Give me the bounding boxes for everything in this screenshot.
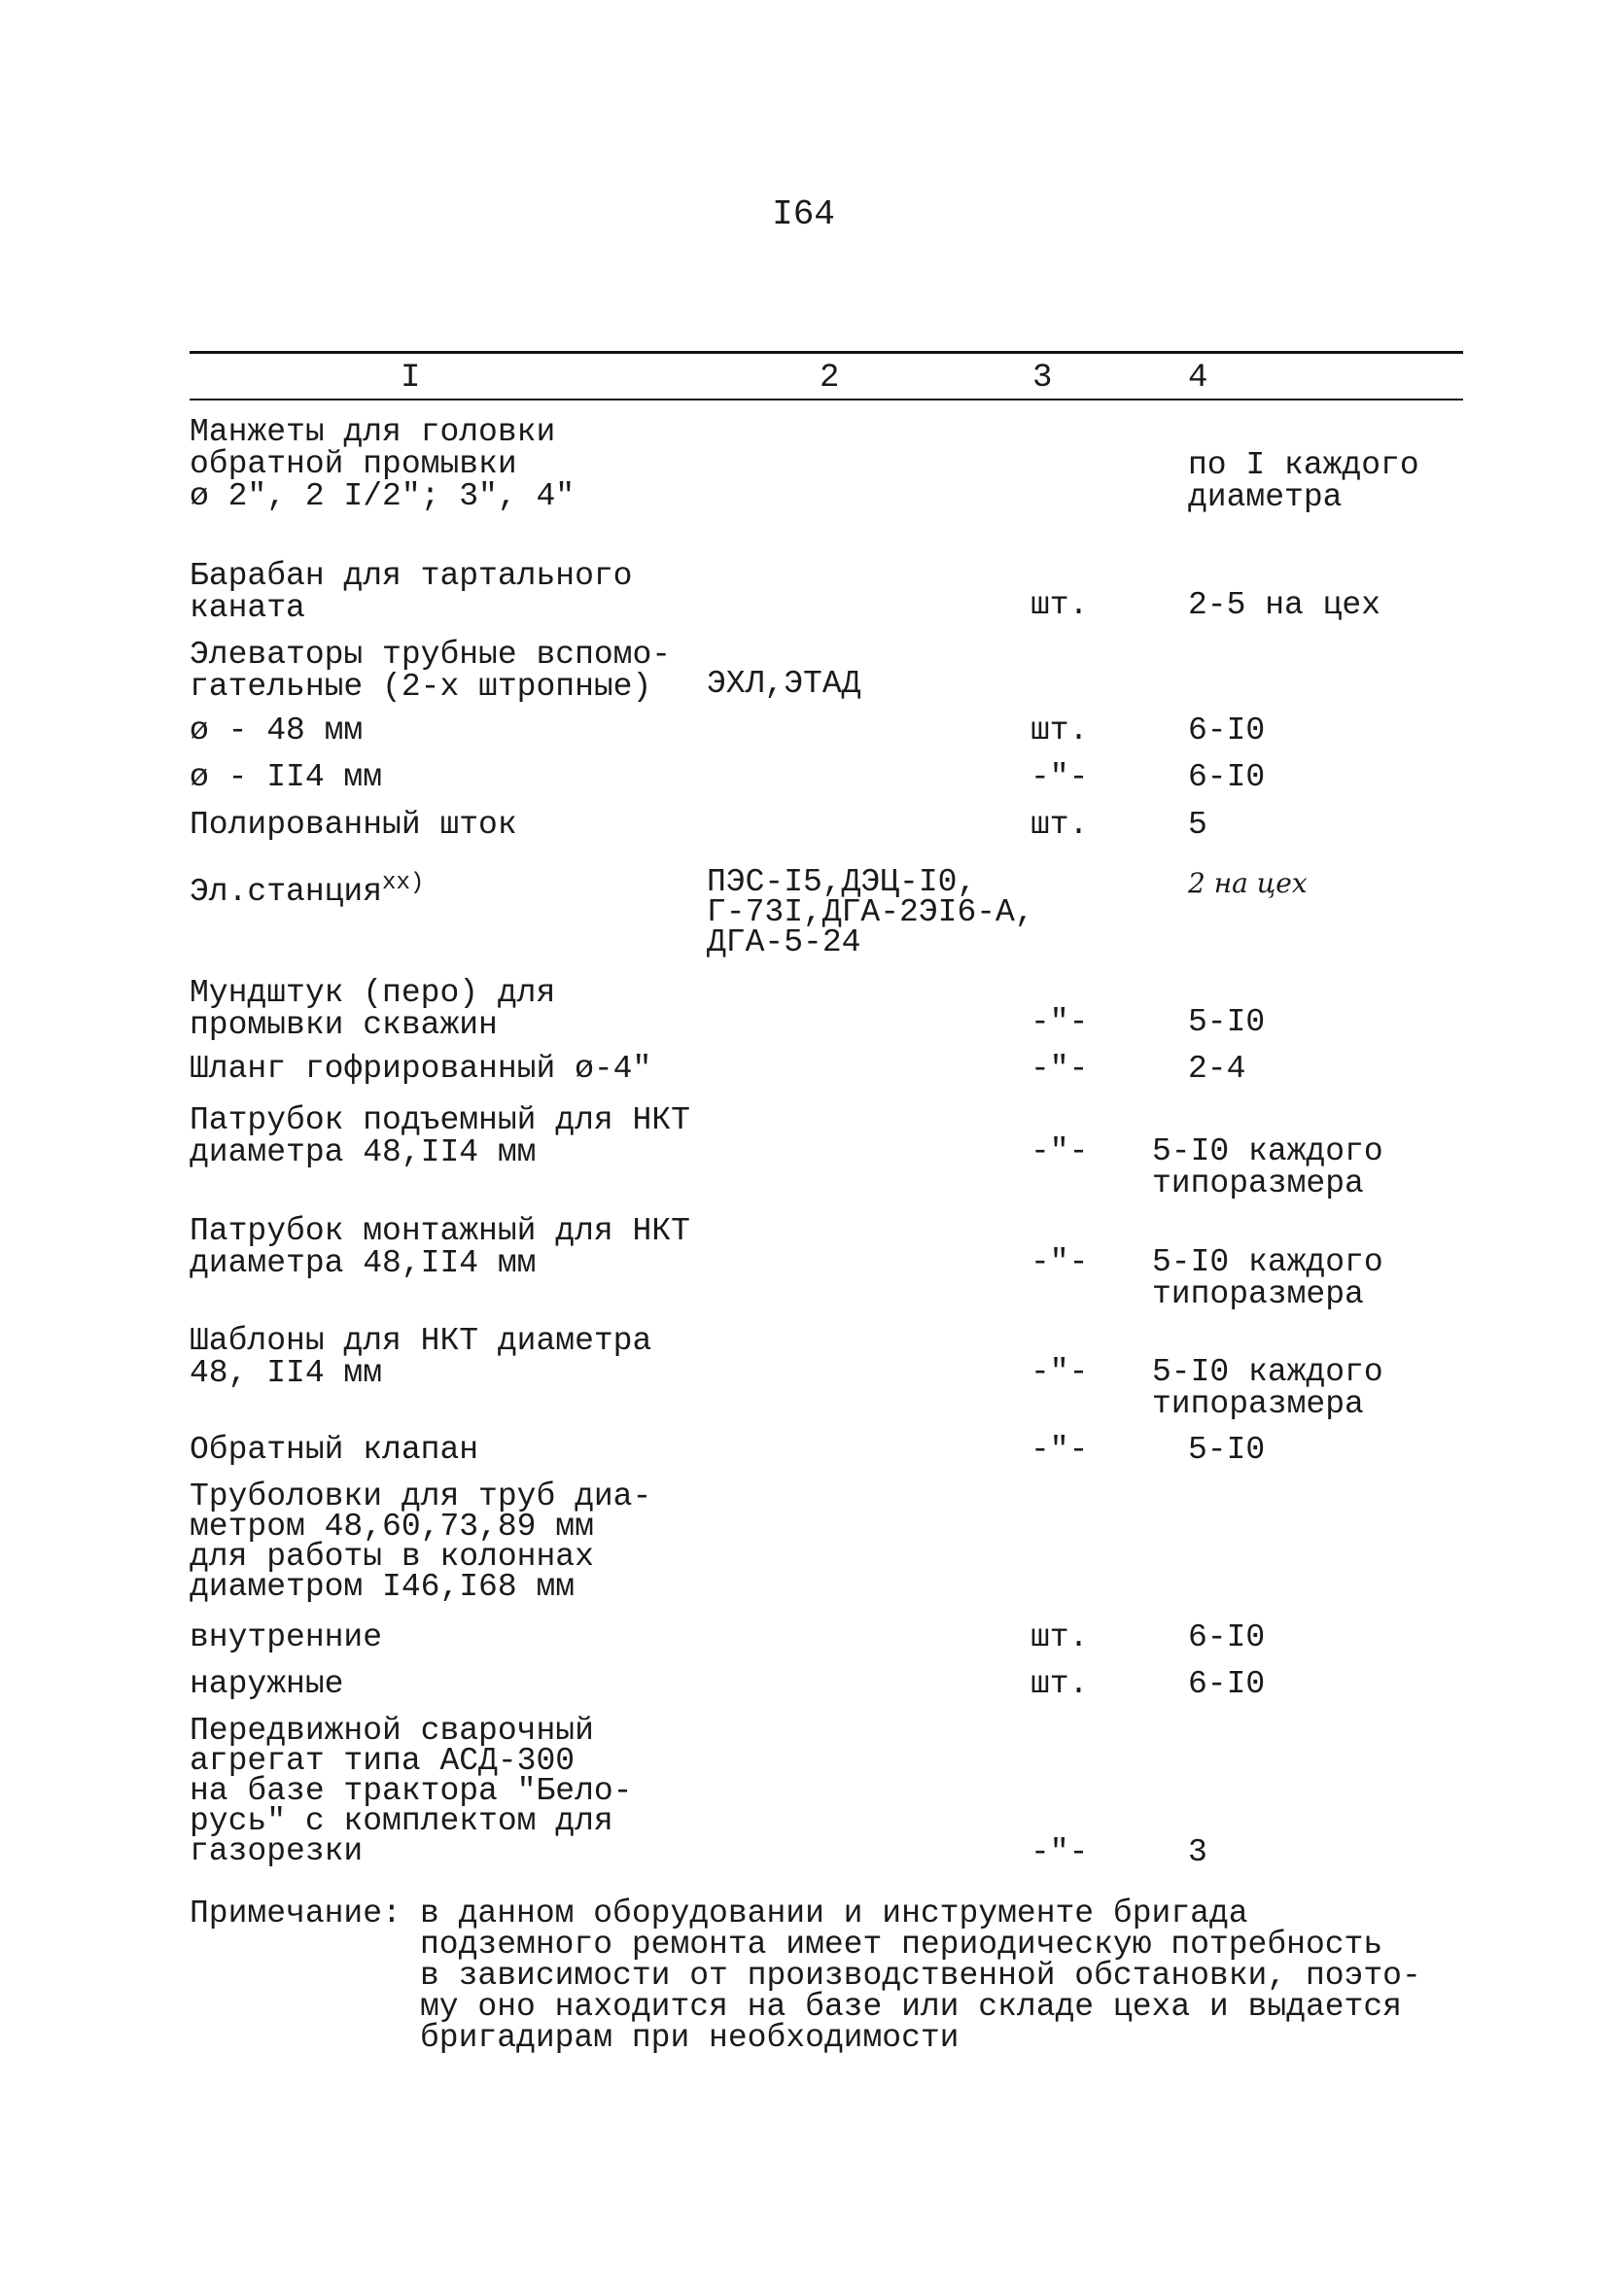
item-name: ø - II4 мм	[190, 759, 383, 795]
item-unit: -"-	[1031, 1834, 1089, 1870]
item-unit: -"-	[1031, 1354, 1089, 1390]
footnote-mark: xx)	[382, 870, 425, 896]
column-header-col2: 2	[820, 360, 840, 397]
item-type: ЭХЛ,ЭТАД	[707, 666, 861, 702]
item-name: Шланг гофрированный ø-4"	[190, 1051, 652, 1087]
item-unit: шт.	[1031, 807, 1089, 843]
item-name: внутренние	[190, 1619, 383, 1655]
item-quantity: 6-I0	[1188, 759, 1266, 795]
item-unit: шт.	[1031, 587, 1089, 623]
item-quantity: 6-I0	[1188, 1666, 1266, 1702]
item-name: Шаблоны для НКТ диаметра 48, II4 мм	[190, 1323, 652, 1391]
item-unit: -"-	[1031, 1051, 1089, 1087]
item-name: Мундштук (перо) для промывки скважин	[190, 975, 556, 1043]
item-unit: шт.	[1031, 1666, 1089, 1702]
table-header-rule	[190, 399, 1463, 400]
item-name: Передвижной сварочный агрегат типа АСД-300 на базе трактора "Бело- русь" с комплектом для газорезки	[190, 1713, 633, 1869]
item-quantity: 5-I0 каждого типоразмера	[1152, 1133, 1383, 1201]
item-quantity-handwritten: 2 на цех	[1188, 867, 1308, 899]
item-name-wrap	[190, 867, 424, 908]
item-name: Барабан для тартального каната	[190, 558, 633, 626]
item-quantity: 5-I0	[1188, 1004, 1266, 1040]
item-unit: -"-	[1031, 1004, 1089, 1040]
item-type: ПЭС-I5,ДЭЦ-I0, Г-73I,ДГА-2ЭI6-А, ДГА-5-24	[707, 864, 1034, 960]
item-unit: -"-	[1031, 1432, 1089, 1468]
page-number: I64	[772, 194, 835, 234]
item-name: Эл.станция	[190, 874, 383, 910]
item-name: ø - 48 мм	[190, 713, 364, 748]
item-name: Обратный клапан	[190, 1432, 479, 1468]
item-quantity: 2-5 на цех	[1188, 587, 1381, 623]
item-quantity: 6-I0	[1188, 1619, 1266, 1655]
item-name: Манжеты для головки обратной промывки ø 2", 2 I/2"; 3", 4"	[190, 414, 576, 514]
table-top-rule	[190, 351, 1463, 354]
column-header-col1: I	[401, 360, 421, 397]
item-quantity: 5-I0 каждого типоразмера	[1152, 1244, 1383, 1312]
item-quantity: 3	[1188, 1834, 1207, 1870]
item-quantity: 5-I0 каждого типоразмера	[1152, 1354, 1383, 1422]
item-quantity: 6-I0	[1188, 713, 1266, 748]
item-quantity: 5	[1188, 807, 1207, 843]
item-name: Патрубок монтажный для НКТ диаметра 48,II4 мм	[190, 1213, 690, 1281]
item-name: Элеваторы трубные вспомо- гательные (2-х штропные)	[190, 637, 672, 705]
column-header-col4: 4	[1188, 360, 1208, 397]
item-quantity: 5-I0	[1188, 1432, 1266, 1468]
item-quantity: по I каждого диаметра	[1188, 447, 1419, 515]
item-unit: -"-	[1031, 1133, 1089, 1169]
note-text: в данном оборудовании и инструменте бригада подземного ремонта имеет периодическую потребность в зависимости от производственной обстановки, поэто- му оно находится на базе или складе цеха и выдается бригадирам при необходимости	[420, 1896, 1421, 2056]
item-unit: шт.	[1031, 713, 1089, 748]
item-unit: -"-	[1031, 759, 1089, 795]
item-name: Патрубок подъемный для НКТ диаметра 48,II4 мм	[190, 1102, 690, 1170]
item-quantity: 2-4	[1188, 1051, 1246, 1087]
item-name: Полированный шток	[190, 807, 517, 843]
note-label: Примечание:	[190, 1896, 402, 1931]
item-unit: шт.	[1031, 1619, 1089, 1655]
item-name: Труболовки для труб диа- метром 48,60,73,89 мм для работы в колоннах диаметром I46,I68 мм	[190, 1478, 652, 1605]
item-unit: -"-	[1031, 1244, 1089, 1280]
item-name: наружные	[190, 1666, 344, 1702]
column-header-col3: 3	[1032, 360, 1053, 397]
